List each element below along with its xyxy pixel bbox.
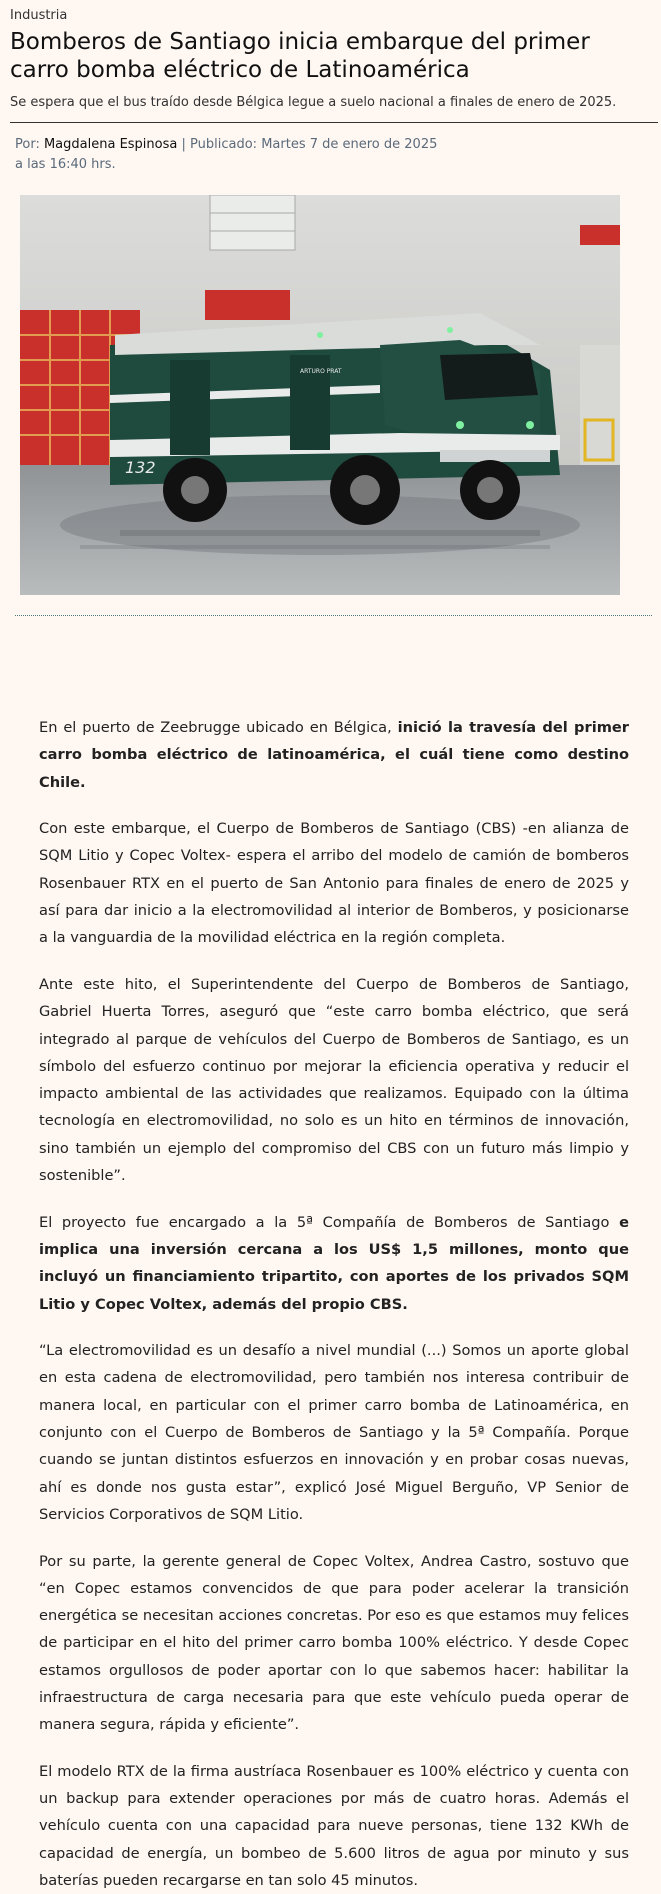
publish-date: Martes 7 de enero de 2025 a las 16:40 hrs. [15,137,438,172]
byline [0,123,445,175]
byline-separator: | [181,137,186,152]
paragraph-4-bold: e implica una inversión cercana a los US$ 1,5 millones, monto que incluyó un financiamiento tripartito, con aportes de los privados SQM Litio y Copec Voltex, además del propio CBS. [39,1213,629,1313]
truck-side-text: ARTURO PRAT [300,368,342,375]
fire-truck-photo-icon [20,195,620,595]
paragraph-4 [39,1209,629,1318]
article-subtitle: Se espera que el bus traído desde Bélgica legue a suelo nacional a finales de enero de 2025. [10,95,617,110]
paragraph-3: Ante este hito, el Superintendente del Cuerpo de Bomberos de Santiago, Gabriel Huerta Torres, aseguró que “este carro bomba eléctrico, que será integrado al parque de vehículos del Cuerpo de Bomberos de Santiago, es un símbolo del esfuerzo continuo por mejorar la eficiencia operativa y reducir el impacto ambiental de las actividades que realizamos. Equipado con la última tecnología en electromovilidad, no solo es un hito en términos de innovación, sino también un ejemplo del compromiso del CBS con un futuro más limpio y sostenible”. [39,975,629,1185]
published-label: Publicado: [190,137,258,152]
paragraph-1-bold: inició la travesía del primer carro bomba eléctrico de latinoamérica, el cuál tiene como destino Chile. [39,719,629,791]
paragraph-4-plain: El proyecto fue encargado a la 5ª Compañía de Bomberos de Santiago [39,1213,620,1231]
paragraph-7: El modelo RTX de la firma austríaca Rosenbauer es 100% eléctrico y cuenta con un backup para extender operaciones por más de cuatro horas. Además el vehículo cuenta con una capacidad para nueve personas, tiene 132 KWh de capacidad de energía, un bombeo de 5.600 litros de agua por minuto y sus baterías pueden recargarse en tan solo 45 minutos. [39,1762,629,1890]
paragraph-6: Por su parte, la gerente general de Copec Voltex, Andrea Castro, sostuvo que “en Copec estamos convencidos de que para poder acelerar la transición energética se necesitan acciones concretas. Por eso es que estamos muy felices de participar en el hito del primer carro bomba 100% eléctrico. Y desde Copec estamos orgullosos de poder aportar con lo que sabemos hacer: habilitar la infraestructura de carga necesaria para que este vehículo pueda operar de manera segura, rápida y eficiente”. [39,1552,629,1734]
author-name[interactable]: Magdalena Espinosa [43,137,178,152]
article-header [0,0,661,112]
article-image [20,195,620,595]
paragraph-5: “La electromovilidad es un desafío a nivel mundial (...) Somos un aporte global en esta cadena de electromovilidad, pero también nos interesa contribuir de manera local, en particular con el primer carro bomba de Latinoamérica, en conjunto con el Cuerpo de Bomberos de Santiago y la 5ª Compañía. Porque cuando se juntan distintos esfuerzos en innovación y en probar cosas nuevas, ahí es donde nos gusta estar”, explicó José Miguel Berguño, VP Senior de Servicios Corporativos de SQM Litio. [39,1342,629,1523]
truck-number: 132 [125,458,156,477]
paragraph-1 [39,714,629,796]
by-label: Por: [15,137,40,152]
paragraph-2: Con este embarque, el Cuerpo de Bomberos de Santiago (CBS) -en alianza de SQM Litio y Copec Voltex- espera el arribo del modelo de camión de bomberos Rosenbauer RTX en el puerto de San Antonio para finales de enero de 2025 y así para dar inicio a la electromovilidad al interior de Bomberos, y posicionarse a la vanguardia de la movilidad eléctrica en la región completa. [39,820,629,947]
category-label[interactable]: Industria [10,8,68,23]
article-body [0,616,661,1894]
article-title: Bomberos de Santiago inicia embarque del primer carro bomba eléctrico de Latinoamérica [10,29,590,83]
paragraph-1-plain: En el puerto de Zeebrugge ubicado en Bélgica, [39,719,398,736]
